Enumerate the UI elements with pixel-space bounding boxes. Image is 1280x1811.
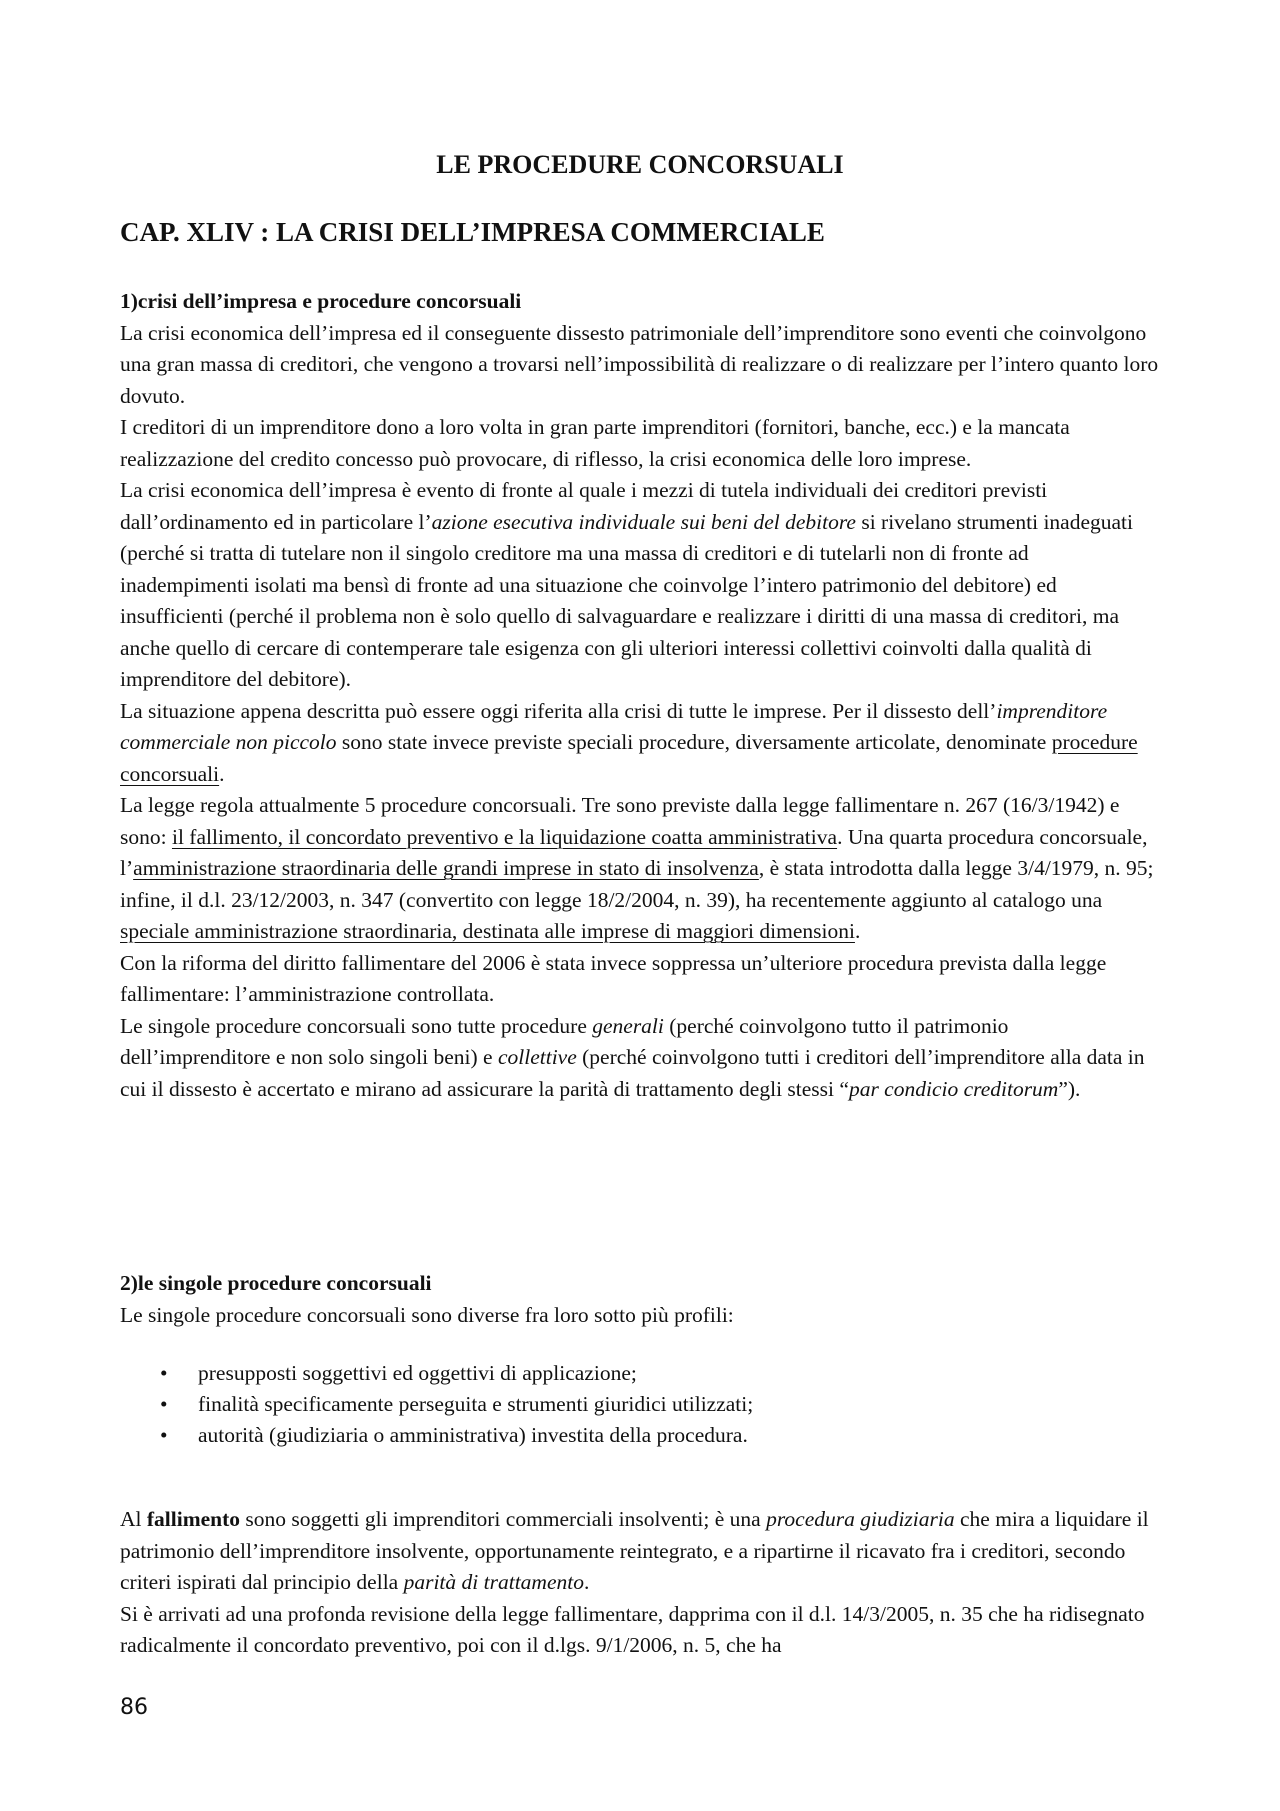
italic-text: imprenditore commerciale non piccolo xyxy=(120,698,1108,754)
list-item-text: finalità specificamente perseguita e strumenti giuridici utilizzati; xyxy=(198,1392,754,1416)
section-2-body xyxy=(120,1504,1160,1662)
italic-text: parità di trattamento xyxy=(403,1570,584,1594)
text-run: La situazione appena descritta può essere oggi riferita alla crisi di tutte le imprese. Per il dissesto dell’ xyxy=(120,698,997,723)
text-run: . xyxy=(583,1570,590,1594)
text-run: ”). xyxy=(1058,1076,1081,1101)
list-item xyxy=(120,1358,1160,1389)
text-run: . xyxy=(854,919,861,943)
text-run: sono soggetti gli imprenditori commerciali insolventi; è una xyxy=(240,1507,767,1531)
list-item-text: autorità (giudiziaria o amministrativa) investita della procedura. xyxy=(198,1423,748,1447)
bullet-icon: • xyxy=(160,1423,168,1447)
bullet-icon: • xyxy=(160,1392,168,1416)
text-run: La crisi economica dell’impresa è evento di fronte al quale i mezzi di tutela individuali dei creditori previsti dall’ordinamento ed in particolare l’ xyxy=(120,478,1048,534)
text-run: . Una quarta procedura concorsuale, l’ xyxy=(120,824,1148,880)
list-item-text: presupposti soggettivi ed oggettivi di applicazione; xyxy=(198,1361,637,1385)
page-number: 86 xyxy=(120,1695,148,1720)
text-run: (perché coinvolgono tutti i creditori dell’imprenditore alla data in cui il dissesto è accertato e mirano ad assicurare la parità di trattamento degli stessi “ xyxy=(120,1045,1145,1101)
italic-text: azione esecutiva individuale sui beni del debitore xyxy=(431,509,856,534)
section-2-heading-block xyxy=(120,1268,1160,1331)
underlined-text: procedure concorsuali xyxy=(120,730,1138,786)
bold-text: fallimento xyxy=(146,1507,241,1531)
text-run: si rivelano strumenti inadeguati (perché si tratta di tutelare non il singolo creditore ma una massa di creditori e di tutelarli non di fronte ad inadempimenti isolati ma bensì di fronte ad una situazione che coinvolge l’intero patrimonio del debitore) ed insufficienti (perché il problema non è solo quello di salvaguardare e realizzare i diritti di una massa di creditori, ma anche quello di cercare di contemperare tale esigenza con gli ulteriori interessi collettivi coinvolti dalla qualità di imprenditore del debitore). xyxy=(120,509,1133,691)
paragraph: Con la riforma del diritto fallimentare del 2006 è stata invece soppressa un’ulteriore procedura prevista dalla legge fallimentare: l’amministrazione controllata. xyxy=(120,950,1107,1006)
underlined-text: speciale amministrazione straordinaria, destinata alle imprese di maggiori dimensioni xyxy=(120,919,855,943)
text-run: . xyxy=(219,761,225,786)
paragraph xyxy=(120,696,1160,791)
text-run: che mira a liquidare il patrimonio dell’imprenditore insolvente, opportunamente reintegrato, e a ripartirne il ricavato fra i creditori, secondo criteri ispirati dal principio della xyxy=(120,1507,1149,1594)
italic-text: par condicio creditorum xyxy=(848,1076,1059,1101)
text-run: , è stata introdotta dalla legge 3/4/1979, n. 95; infine, il d.l. 23/12/2003, n. 347 (convertito con legge 18/2/2004, n. 39), ha recentemente aggiunto al catalogo una xyxy=(120,856,1154,912)
paragraph xyxy=(120,475,1160,696)
text-run: La legge regola attualmente 5 procedure concorsuali. Tre sono previste dalla legge fallimentare n. 267 (16/3/1942) e sono: xyxy=(120,793,1120,849)
list-item xyxy=(120,1389,1160,1420)
paragraph: La crisi economica dell’impresa ed il conseguente dissesto patrimoniale dell’imprenditore sono eventi che coinvolgono una gran massa di creditori, che vengono a trovarsi nell’impossibilità di realizzare o di realizzare per l’intero quanto loro dovuto. xyxy=(120,320,1159,408)
italic-text: procedura giudiziaria xyxy=(766,1507,955,1531)
italic-text: generali xyxy=(592,1013,664,1038)
underlined-text: amministrazione straordinaria delle grandi imprese in stato di insolvenza xyxy=(133,856,759,880)
main-title: LE PROCEDURE CONCORSUALI xyxy=(436,150,844,179)
section-1 xyxy=(120,286,1160,1105)
section-heading: 1)crisi dell’impresa e procedure concorsuali xyxy=(120,289,522,313)
text-run: Le singole procedure concorsuali sono tutte procedure xyxy=(120,1013,593,1038)
paragraph xyxy=(120,1504,1160,1599)
paragraph: I creditori di un imprenditore dono a loro volta in gran parte imprenditori (fornitori, banche, ecc.) e la mancata realizzazione del credito concesso può provocare, di riflesso, la crisi economica delle loro imprese. xyxy=(120,415,1070,471)
bullet-icon: • xyxy=(160,1361,168,1385)
text-run: (perché coinvolgono tutto il patrimonio dell’imprenditore e non solo singoli beni) e xyxy=(120,1013,1009,1069)
bullet-list xyxy=(120,1358,1160,1451)
chapter-title: CAP. XLIV : LA CRISI DELL’IMPRESA COMMERCIALE xyxy=(120,217,825,247)
underlined-text: il fallimento, il concordato preventivo e la liquidazione coatta amministrativa xyxy=(171,824,838,849)
paragraph: Si è arrivati ad una profonda revisione della legge fallimentare, dapprima con il d.l. 14/3/2005, n. 35 che ha ridisegnato radicalmente il concordato preventivo, poi con il d.lgs. 9/1/2006, n. 5, che ha xyxy=(120,1601,1145,1657)
paragraph: Le singole procedure concorsuali sono diverse fra loro sotto più profili: xyxy=(120,1302,734,1327)
list-item xyxy=(120,1420,1160,1451)
italic-text: collettive xyxy=(497,1045,577,1069)
section-heading: 2)le singole procedure concorsuali xyxy=(120,1271,432,1295)
paragraph xyxy=(120,1011,1160,1106)
paragraph xyxy=(120,790,1160,948)
text-run: Al xyxy=(120,1507,147,1531)
text-run: sono state invece previste speciali procedure, diversamente articolate, denominate xyxy=(336,730,1052,754)
